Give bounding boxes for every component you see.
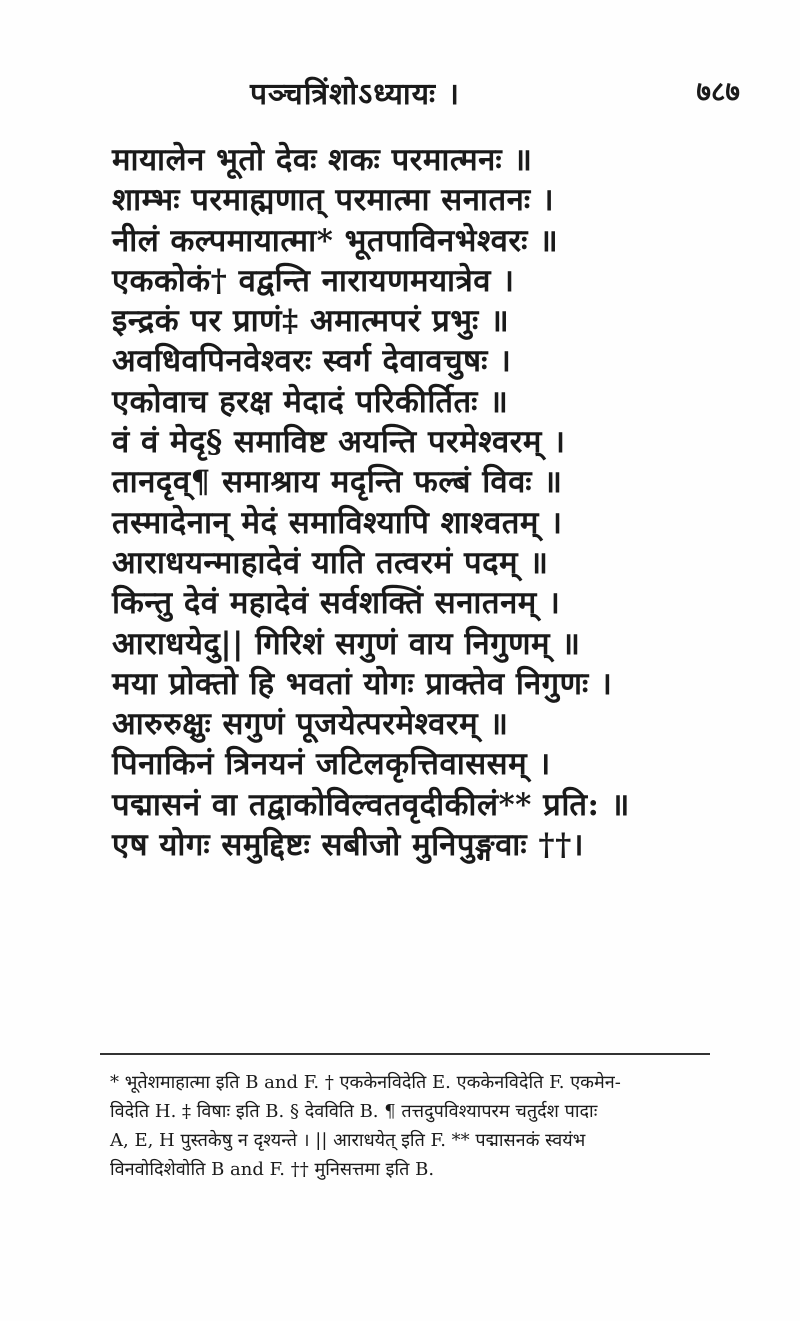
footnote-line: विनवोदिशेवोति B and F. †† मुनिसत्तमा इति B. — [110, 1159, 435, 1180]
verse-line: नीलं कल्पमायात्मा* भूतपाविनभेश्वरः ॥ — [112, 222, 559, 259]
verse-line: एष योगः समुद्दिष्टः सबीजो मुनिपुङ्गवाः ††। — [112, 827, 585, 864]
verse-line: एककोकं† वद्वन्ति नारायणमयात्रेव । — [112, 262, 515, 299]
footnote-line: * भूतेशमाहात्मा इति B and F. † एककेनविदेति E. एककेनविदेति F. एकमेन- — [110, 1072, 621, 1093]
verse-line: आराधयन्माहादेवं याति तत्वरमं पदम् ॥ — [112, 544, 549, 581]
verse-line: आराधयेदु|| गिरिशं सगुणं वाय निगुणम् ॥ — [112, 625, 581, 662]
verse-line: शाम्भः परमाह्मणात् परमात्मा सनातनः । — [112, 182, 555, 219]
verse-line: मया प्रोक्तो हि भवतां योगः प्राक्तेव निगुणः । — [112, 665, 613, 702]
verse-line: तस्मादेनान् मेदं समाविश्यापि शाश्वतम् । — [112, 504, 563, 541]
verse-line: इन्द्रकं पर प्राणं‡ अमात्मपरं प्रभुः ॥ — [112, 303, 510, 340]
footnotes-block — [110, 1068, 710, 1184]
verse-line: किन्तु देवं महादेवं सर्वशक्तिं सनातनम् । — [112, 585, 561, 622]
page-number: ७८७ — [696, 75, 740, 108]
verse-line: तानदृव्¶ समाश्राय मदृन्ति फल्बं विवः ॥ — [112, 464, 563, 501]
verse-line: पिनाकिनं त्रिनयनं जटिलकृत्तिवाससम् । — [112, 746, 551, 783]
chapter-title: पञ्चत्रिंशोऽध्यायः । — [250, 77, 460, 112]
verse-line: वं वं मेदृ§ समाविष्ट अयन्ति परमेश्वरम् । — [112, 424, 566, 461]
footnote-line: A, E, H पुस्तकेषु न दृश्यन्ते । || आराधयेत् इति F. ** पद्मासनकं स्वयंभ — [110, 1130, 586, 1151]
footnote-divider — [100, 1053, 710, 1055]
verse-line: एकोवाच हरक्ष मेदादं परिकीर्तितः ॥ — [112, 383, 509, 420]
footnote-line: विदेति H. ‡ विषाः इति B. § देवविति B. ¶ तत्तदुपविश्यापरम चतुर्दश पादाः — [110, 1101, 598, 1122]
verse-block — [112, 140, 672, 865]
verse-line: मायालेन भूतो देवः शकः परमात्मनः ॥ — [112, 142, 533, 178]
verse-line: आरुरुक्षुः सगुणं पूजयेत्परमेश्वरम् ॥ — [112, 706, 509, 743]
running-header — [90, 72, 740, 112]
verse-line: पद्मासनं वा तद्वाकोविल्वतवृदीकीलं** प्रति: ॥ — [112, 786, 630, 823]
verse-line: अवधिवपिनवेश्वरः स्वर्ग देवावचुषः । — [112, 343, 512, 380]
